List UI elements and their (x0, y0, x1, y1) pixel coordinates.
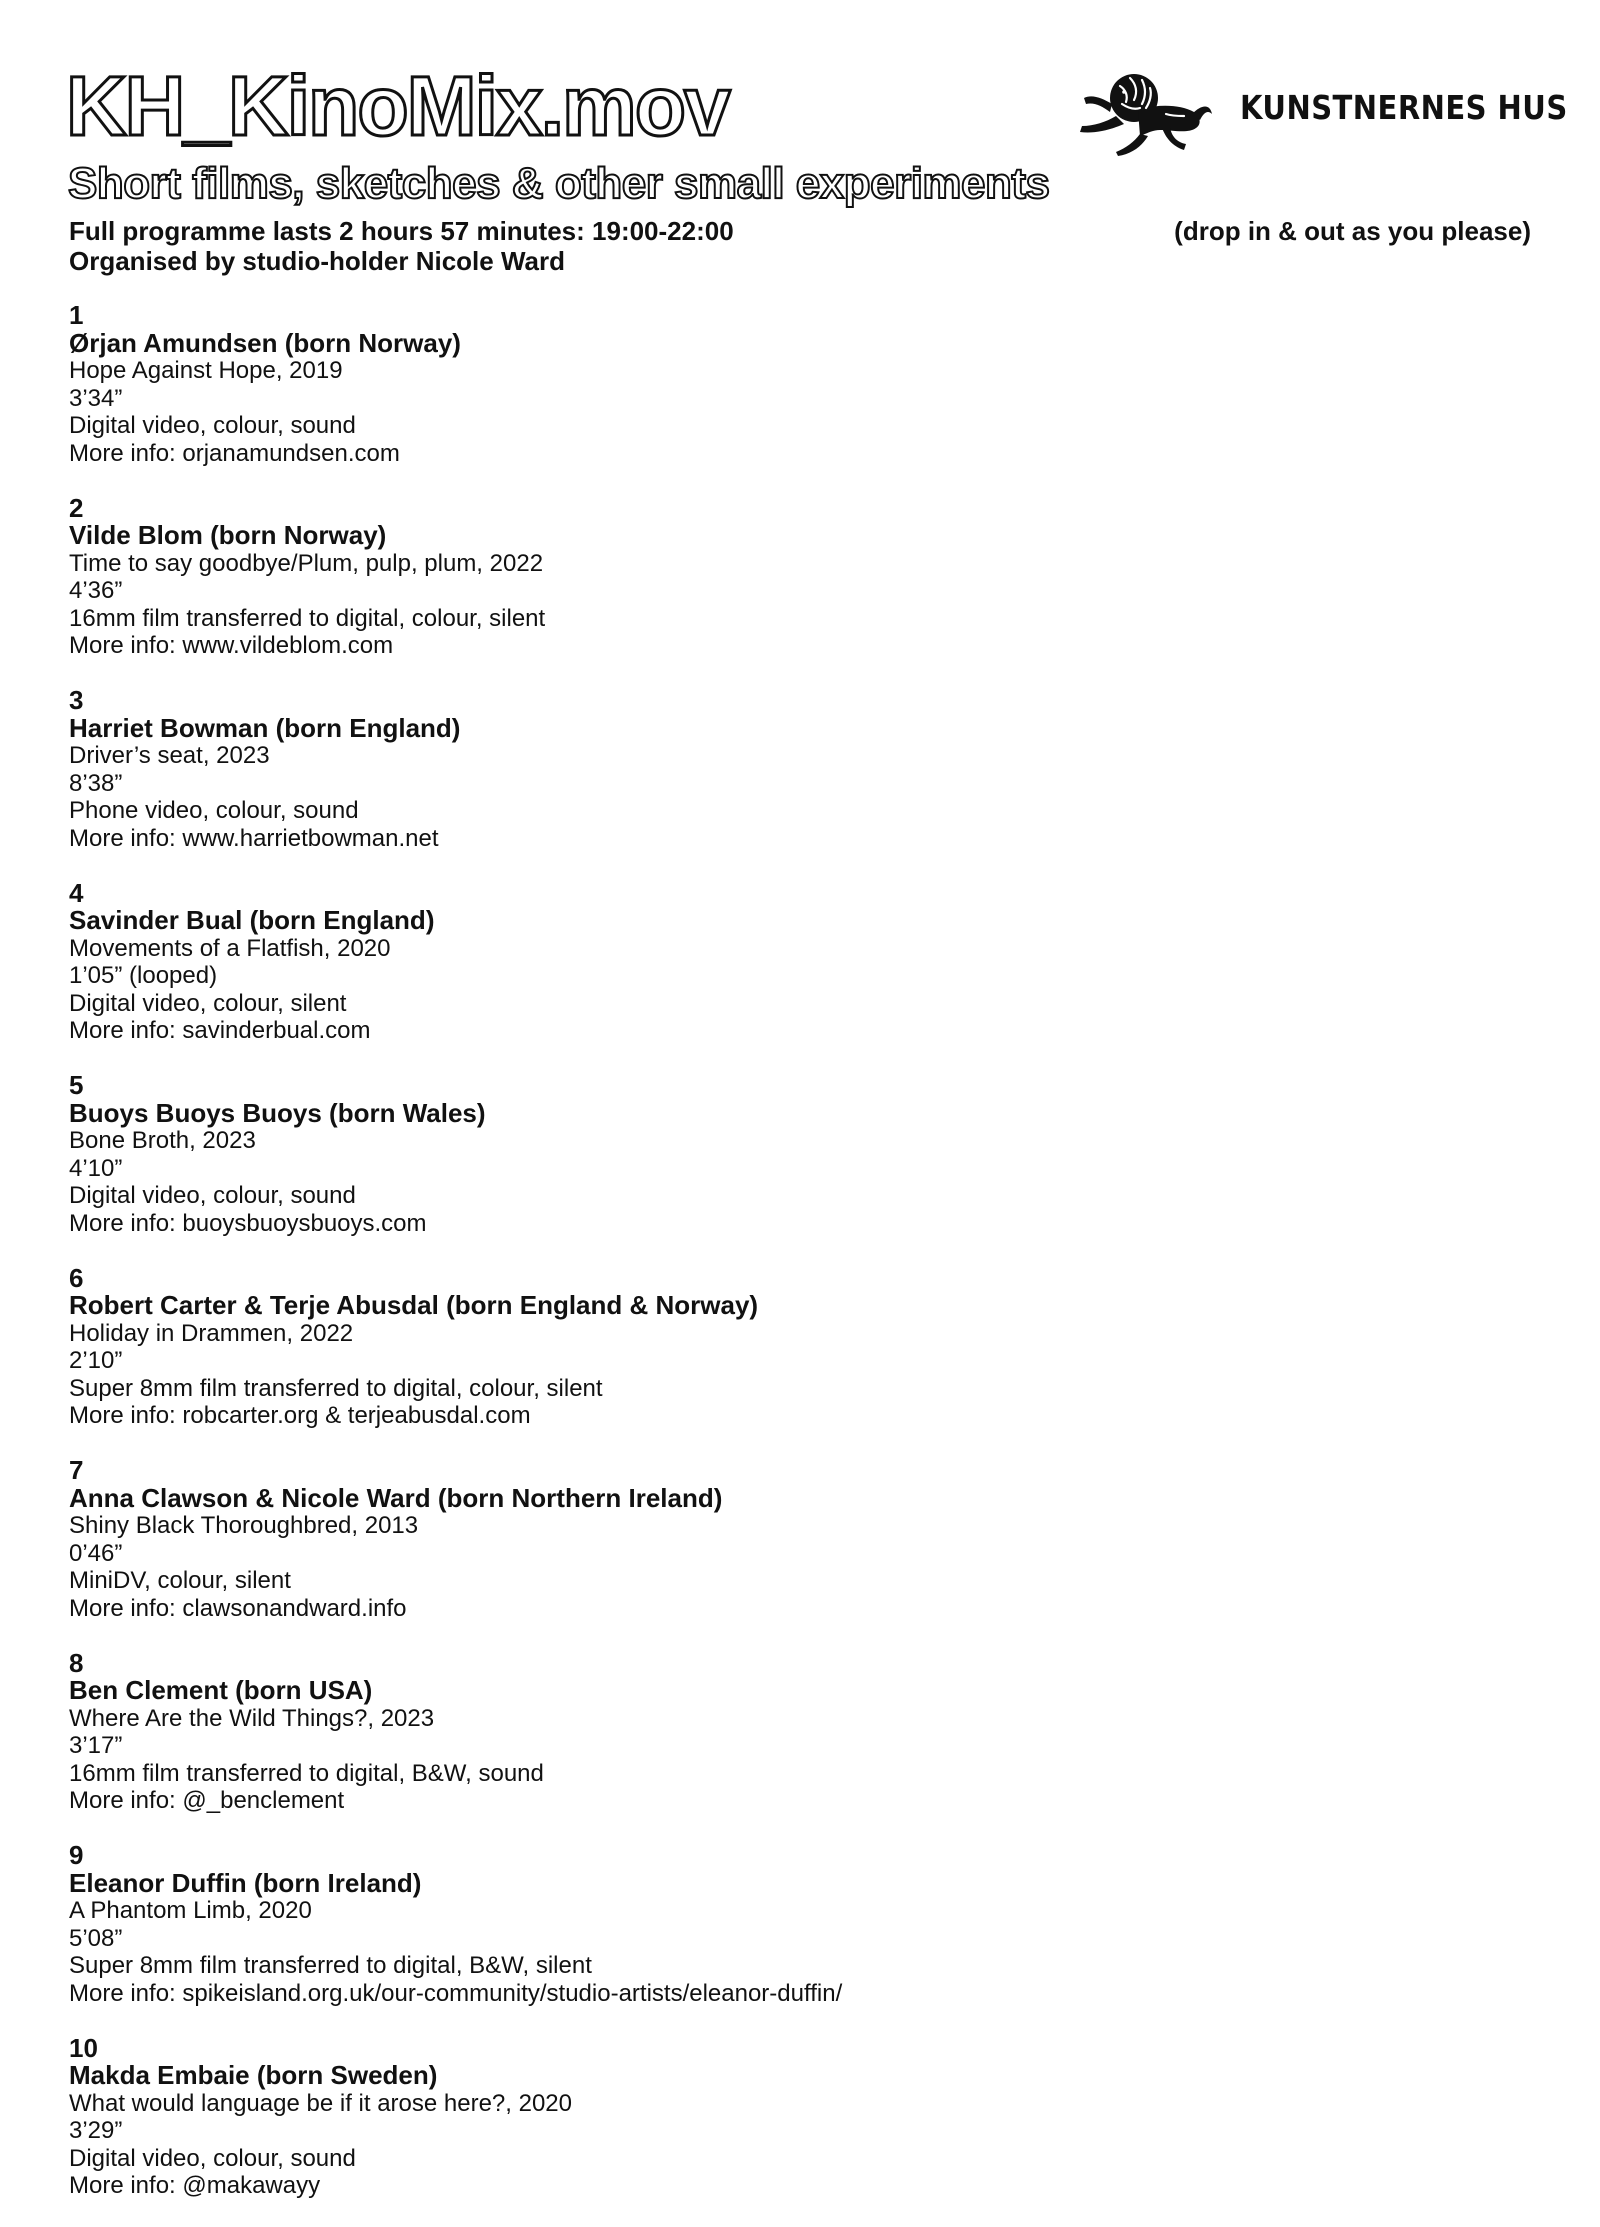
entry-info: More info: savinderbual.com (69, 1017, 1529, 1045)
entry-duration: 5’08” (69, 1925, 1529, 1953)
film-entry (69, 1650, 1529, 1843)
entry-medium: 16mm film transferred to digital, B&W, sound (69, 1760, 1529, 1788)
film-entry (69, 495, 1529, 688)
entry-info: More info: buoysbuoysbuoys.com (69, 1210, 1529, 1238)
entry-artist: Ben Clement (born USA) (69, 1677, 1529, 1705)
film-entry (69, 687, 1529, 880)
programme-duration: Full programme lasts 2 hours 57 minutes: 19:00-22:00 (69, 216, 734, 246)
entry-info: More info: @_benclement (69, 1787, 1529, 1815)
entry-duration: 2’10” (69, 1347, 1529, 1375)
entry-medium: Phone video, colour, sound (69, 797, 1529, 825)
entry-artist: Buoys Buoys Buoys (born Wales) (69, 1100, 1529, 1128)
entry-work: Holiday in Drammen, 2022 (69, 1320, 1529, 1348)
entry-work: Movements of a Flatfish, 2020 (69, 935, 1529, 963)
film-entry (69, 302, 1529, 495)
page-title: KH_KinoMix.mov (66, 58, 729, 154)
entry-work: A Phantom Limb, 2020 (69, 1897, 1529, 1925)
entry-duration: 3’34” (69, 385, 1529, 413)
entry-medium: 16mm film transferred to digital, colour, silent (69, 605, 1529, 633)
entry-duration: 4’36” (69, 577, 1529, 605)
lion-icon (1076, 64, 1214, 156)
entry-work: Shiny Black Thoroughbred, 2013 (69, 1512, 1529, 1540)
entry-duration: 0’46” (69, 1540, 1529, 1568)
kunstnernes-hus-logo (1076, 64, 1536, 156)
entry-info: More info: spikeisland.org.uk/our-community/studio-artists/eleanor-duffin/ (69, 1980, 1529, 2008)
entry-number: 9 (69, 1842, 1529, 1870)
logo-wordmark: KUNSTNERNES HUS (1240, 86, 1568, 130)
entry-number: 6 (69, 1265, 1529, 1293)
entry-work: Bone Broth, 2023 (69, 1127, 1529, 1155)
entry-work: Driver’s seat, 2023 (69, 742, 1529, 770)
entry-duration: 1’05” (looped) (69, 962, 1529, 990)
entry-medium: Digital video, colour, sound (69, 412, 1529, 440)
film-entry (69, 880, 1529, 1073)
entry-duration: 3’17” (69, 1732, 1529, 1760)
entry-artist: Ørjan Amundsen (born Norway) (69, 330, 1529, 358)
entry-work: Hope Against Hope, 2019 (69, 357, 1529, 385)
entry-number: 4 (69, 880, 1529, 908)
entry-info: More info: orjanamundsen.com (69, 440, 1529, 468)
entry-artist: Anna Clawson & Nicole Ward (born Northern Ireland) (69, 1485, 1529, 1513)
entry-work: Time to say goodbye/Plum, pulp, plum, 2022 (69, 550, 1529, 578)
entry-number: 8 (69, 1650, 1529, 1678)
entry-info: More info: @makawayy (69, 2172, 1529, 2200)
entry-medium: Super 8mm film transferred to digital, colour, silent (69, 1375, 1529, 1403)
entry-artist: Makda Embaie (born Sweden) (69, 2062, 1529, 2090)
entry-number: 2 (69, 495, 1529, 523)
entry-duration: 3’29” (69, 2117, 1529, 2145)
entry-duration: 4’10” (69, 1155, 1529, 1183)
entry-work: What would language be if it arose here?, 2020 (69, 2090, 1529, 2118)
entry-artist: Robert Carter & Terje Abusdal (born England & Norway) (69, 1292, 1529, 1320)
entry-work: Where Are the Wild Things?, 2023 (69, 1705, 1529, 1733)
entry-info: More info: www.harrietbowman.net (69, 825, 1529, 853)
entry-number: 1 (69, 302, 1529, 330)
entry-medium: Digital video, colour, sound (69, 1182, 1529, 1210)
film-entry (69, 1842, 1529, 2035)
film-entry (69, 1457, 1529, 1650)
entry-number: 10 (69, 2035, 1529, 2063)
film-list (69, 302, 1529, 2227)
entry-number: 5 (69, 1072, 1529, 1100)
entry-number: 3 (69, 687, 1529, 715)
entry-medium: Digital video, colour, sound (69, 2145, 1529, 2173)
entry-artist: Savinder Bual (born England) (69, 907, 1529, 935)
entry-artist: Vilde Blom (born Norway) (69, 522, 1529, 550)
entry-medium: Super 8mm film transferred to digital, B&W, silent (69, 1952, 1529, 1980)
entry-info: More info: www.vildeblom.com (69, 632, 1529, 660)
organiser-line: Organised by studio-holder Nicole Ward (69, 246, 565, 276)
entry-number: 7 (69, 1457, 1529, 1485)
drop-in-note: (drop in & out as you please) (1174, 216, 1531, 246)
entry-info: More info: clawsonandward.info (69, 1595, 1529, 1623)
entry-artist: Eleanor Duffin (born Ireland) (69, 1870, 1529, 1898)
entry-artist: Harriet Bowman (born England) (69, 715, 1529, 743)
entry-duration: 8’38” (69, 770, 1529, 798)
film-entry (69, 2035, 1529, 2227)
entry-info: More info: robcarter.org & terjeabusdal.com (69, 1402, 1529, 1430)
film-entry (69, 1265, 1529, 1458)
page-subtitle: Short films, sketches & other small experiments (68, 158, 1050, 210)
entry-medium: MiniDV, colour, silent (69, 1567, 1529, 1595)
entry-medium: Digital video, colour, silent (69, 990, 1529, 1018)
film-entry (69, 1072, 1529, 1265)
